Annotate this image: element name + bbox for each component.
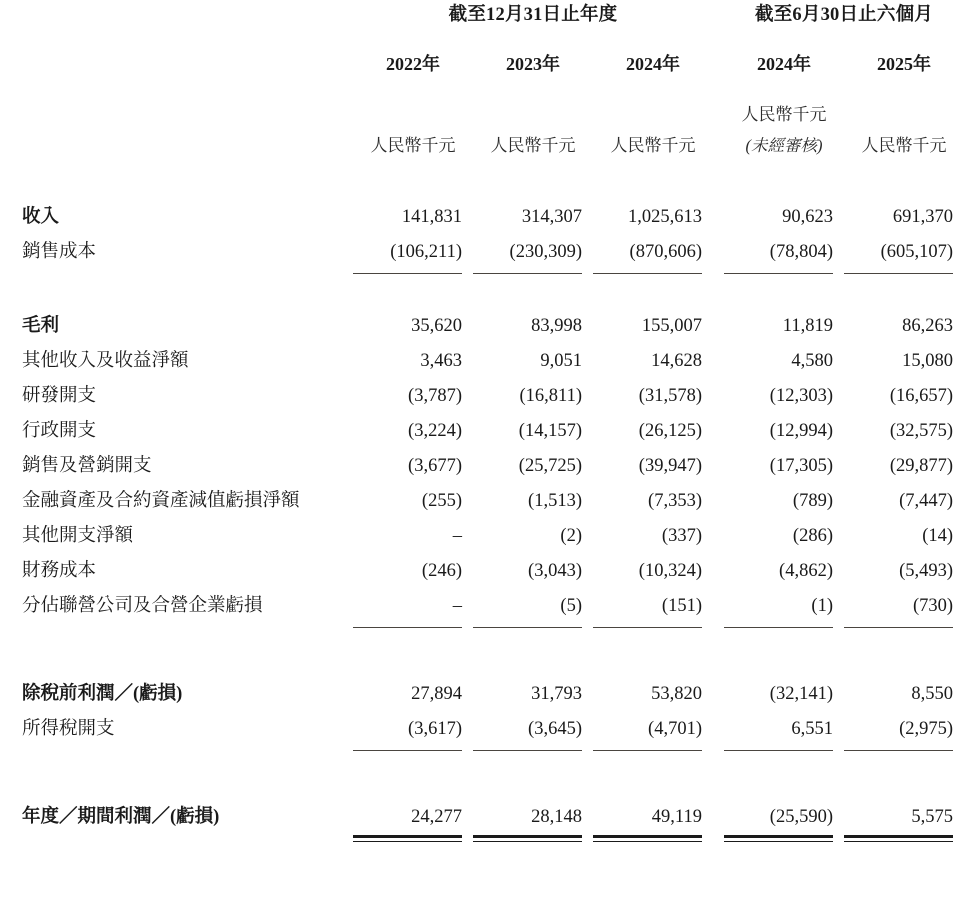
- row-label-other-income: 其他收入及收益淨額: [22, 351, 189, 371]
- cell-profit-for-period-fy2022: 24,277: [411, 807, 462, 827]
- cell-revenue-fy2022: 141,831: [401, 207, 462, 227]
- cell-other-income-fy2022: 3,463: [420, 351, 462, 371]
- table-row: [0, 712, 964, 747]
- unit-header-h1-2025: [844, 83, 964, 156]
- row-label-profit-for-period: 年度／期間利潤／(虧損): [22, 807, 220, 827]
- cell-other-income-h1-2025: 15,080: [902, 351, 954, 371]
- grand-total-double-rule: [0, 835, 964, 844]
- cell-admin-expenses-fy2022: (3,224): [408, 421, 462, 441]
- cell-other-income-fy2023: 9,051: [540, 351, 582, 371]
- cell-income-tax-fy2022: (3,617): [408, 719, 462, 739]
- cell-cost-of-sales-h1-2025: (605,107): [880, 242, 954, 262]
- cell-other-expenses-fy2023: (2): [560, 526, 582, 546]
- header-body-spacer: [0, 156, 964, 200]
- unit-header-blank: [0, 83, 353, 156]
- cell-admin-expenses-h1-2025: (32,575): [889, 421, 954, 441]
- table-row: [0, 484, 964, 519]
- cell-cost-of-sales-fy2022: (106,211): [390, 242, 462, 262]
- row-label-impairment-losses: 金融資產及合約資產減值虧損淨額: [22, 491, 300, 511]
- period-header-fy2022: 2022年: [386, 54, 440, 74]
- cell-impairment-fy2024: (7,353): [648, 491, 702, 511]
- cell-income-tax-fy2024: (4,701): [648, 719, 702, 739]
- table-row: [0, 449, 964, 484]
- row-label-finance-costs: 財務成本: [22, 561, 97, 581]
- cell-income-tax-h1-2025: (2,975): [899, 719, 954, 739]
- unit-header-fy2024: [593, 83, 713, 156]
- cell-rnd-expenses-h1-2025: (16,657): [889, 386, 954, 406]
- table-row: [0, 309, 964, 344]
- cell-gross-profit-fy2023: 83,998: [531, 316, 582, 336]
- table-row: [0, 677, 964, 712]
- unaudited-note: (未經審核): [745, 136, 823, 155]
- cell-profit-for-period-h1-2024: (25,590): [769, 807, 833, 827]
- cell-profit-for-period-fy2024: 49,119: [651, 807, 702, 827]
- row-label-share-of-losses: 分佔聯營公司及合營企業虧損: [22, 596, 263, 616]
- table-row: [0, 200, 964, 235]
- cell-other-expenses-h1-2025: (14): [922, 526, 954, 546]
- table-row: [0, 344, 964, 379]
- cell-profit-for-period-fy2023: 28,148: [531, 807, 582, 827]
- unit-label: 人民幣千元: [610, 136, 696, 155]
- cell-gross-profit-fy2022: 35,620: [411, 316, 462, 336]
- cell-finance-costs-h1-2025: (5,493): [899, 561, 954, 581]
- table-row: [0, 800, 964, 835]
- cell-share-of-losses-h1-2024: (1): [811, 596, 833, 616]
- cell-selling-marketing-h1-2024: (17,305): [769, 456, 833, 476]
- cell-revenue-h1-2025: 691,370: [892, 207, 954, 227]
- cell-rnd-expenses-h1-2024: (12,303): [769, 386, 833, 406]
- period-header-fy2024: 2024年: [626, 54, 680, 74]
- unit-label: 人民幣千元: [370, 136, 456, 155]
- cell-gross-profit-h1-2025: 86,263: [902, 316, 954, 336]
- cell-selling-marketing-h1-2025: (29,877): [889, 456, 954, 476]
- cell-profit-before-tax-fy2022: 27,894: [411, 684, 462, 704]
- period-header-h1-2025: 2025年: [877, 54, 931, 74]
- column-group-title-interim: 截至6月30日止六個月: [755, 5, 933, 25]
- unit-label: 人民幣千元: [490, 136, 576, 155]
- cell-cost-of-sales-h1-2024: (78,804): [769, 242, 833, 262]
- cell-impairment-fy2023: (1,513): [528, 491, 582, 511]
- cell-profit-before-tax-h1-2024: (32,141): [769, 684, 833, 704]
- row-label-gross-profit: 毛利: [22, 316, 60, 336]
- cell-finance-costs-fy2022: (246): [421, 561, 462, 581]
- period-header-gap: [713, 32, 724, 82]
- cell-rnd-expenses-fy2023: (16,811): [519, 386, 582, 406]
- cell-impairment-fy2022: (255): [421, 491, 462, 511]
- cell-admin-expenses-fy2024: (26,125): [638, 421, 702, 441]
- row-label-rnd-expenses: 研發開支: [22, 386, 97, 406]
- cell-finance-costs-fy2024: (10,324): [638, 561, 702, 581]
- unit-header-row: [0, 83, 964, 156]
- cell-other-income-h1-2024: 4,580: [791, 351, 833, 371]
- row-label-selling-marketing-expenses: 銷售及營銷開支: [22, 456, 152, 476]
- cell-cost-of-sales-fy2023: (230,309): [509, 242, 582, 262]
- cell-profit-for-period-h1-2025: 5,575: [911, 807, 954, 827]
- cell-admin-expenses-fy2023: (14,157): [518, 421, 582, 441]
- column-group-title-annual: 截至12月31日止年度: [448, 5, 618, 25]
- cell-rnd-expenses-fy2024: (31,578): [638, 386, 702, 406]
- table-row: [0, 235, 964, 270]
- cell-share-of-losses-fy2024: (151): [661, 596, 702, 616]
- cell-finance-costs-fy2023: (3,043): [528, 561, 582, 581]
- unit-header-h1-2024: [724, 83, 844, 156]
- cell-revenue-fy2023: 314,307: [521, 207, 582, 227]
- cell-income-tax-fy2023: (3,645): [528, 719, 582, 739]
- cell-other-income-fy2024: 14,628: [651, 351, 702, 371]
- table-row: [0, 519, 964, 554]
- row-label-income-tax-expense: 所得稅開支: [22, 719, 115, 739]
- cell-share-of-losses-fy2022: –: [452, 596, 462, 616]
- cell-revenue-h1-2024: 90,623: [782, 207, 833, 227]
- unit-header-fy2023: [473, 83, 593, 156]
- cell-rnd-expenses-fy2022: (3,787): [408, 386, 462, 406]
- row-label-cost-of-sales: 銷售成本: [22, 242, 97, 262]
- cell-finance-costs-h1-2024: (4,862): [779, 561, 833, 581]
- subtotal-rule-gross-profit: [0, 270, 964, 279]
- spacer-row: [0, 279, 964, 309]
- spacer-row: [0, 633, 964, 677]
- row-label-admin-expenses: 行政開支: [22, 421, 97, 441]
- row-label-other-expenses: 其他開支淨額: [22, 526, 134, 546]
- cell-share-of-losses-h1-2025: (730): [912, 596, 954, 616]
- table-row: [0, 379, 964, 414]
- unit-header-fy2022: [353, 83, 473, 156]
- cell-other-expenses-h1-2024: (286): [792, 526, 833, 546]
- cell-selling-marketing-fy2023: (25,725): [518, 456, 582, 476]
- corner-blank: [0, 0, 353, 31]
- cell-impairment-h1-2024: (789): [792, 491, 833, 511]
- table-row: [0, 414, 964, 449]
- unit-header-gap: [713, 83, 724, 156]
- table-row: [0, 554, 964, 589]
- cell-revenue-fy2024: 1,025,613: [628, 207, 702, 227]
- row-label-profit-before-tax: 除稅前利潤／(虧損): [22, 684, 183, 704]
- cell-profit-before-tax-fy2023: 31,793: [531, 684, 582, 704]
- unit-label: 人民幣千元: [741, 105, 827, 124]
- cell-other-expenses-fy2022: –: [452, 526, 462, 546]
- cell-profit-before-tax-h1-2025: 8,550: [911, 684, 954, 704]
- period-header-h1-2024: 2024年: [757, 54, 811, 74]
- cell-selling-marketing-fy2024: (39,947): [638, 456, 702, 476]
- period-header-blank: [0, 32, 353, 82]
- cell-selling-marketing-fy2022: (3,677): [408, 456, 462, 476]
- cell-gross-profit-fy2024: 155,007: [641, 316, 702, 336]
- column-group-title-row: [0, 0, 964, 31]
- unit-label: 人民幣千元: [861, 136, 947, 155]
- spacer-row: [0, 756, 964, 800]
- cell-income-tax-h1-2024: 6,551: [791, 719, 833, 739]
- row-label-revenue: 收入: [22, 207, 60, 227]
- table-row: [0, 589, 964, 624]
- cell-share-of-losses-fy2023: (5): [560, 596, 582, 616]
- period-header-fy2023: 2023年: [506, 54, 560, 74]
- cell-other-expenses-fy2024: (337): [661, 526, 702, 546]
- cell-cost-of-sales-fy2024: (870,606): [629, 242, 702, 262]
- group-gap: [713, 0, 724, 31]
- cell-gross-profit-h1-2024: 11,819: [782, 316, 833, 336]
- subtotal-rule-net-profit: [0, 747, 964, 756]
- cell-profit-before-tax-fy2024: 53,820: [651, 684, 702, 704]
- subtotal-rule-profit-before-tax: [0, 624, 964, 633]
- cell-impairment-h1-2025: (7,447): [899, 491, 954, 511]
- cell-admin-expenses-h1-2024: (12,994): [769, 421, 833, 441]
- period-header-row: [0, 32, 964, 82]
